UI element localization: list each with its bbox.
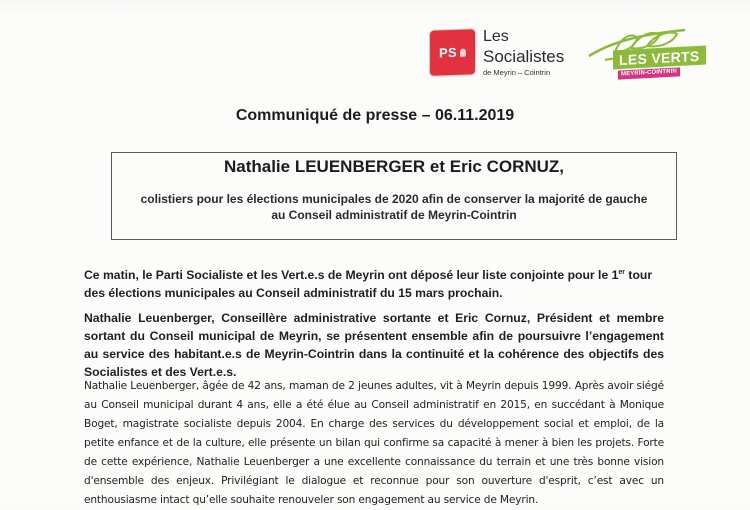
ps-logo-text	[483, 30, 564, 77]
headline-names: Nathalie LEUENBERGER et Eric CORNUZ,	[223, 157, 565, 176]
paragraph-intro-text-a: Ce matin, le Parti Socialiste et les Vert.e.s de Meyrin ont déposé leur liste conjointe pour le 1	[84, 268, 619, 282]
headline-subtitle	[112, 191, 676, 223]
paragraph-intro-superscript: er	[618, 268, 626, 276]
ps-badge-text: PS	[439, 44, 457, 61]
headline-box	[111, 152, 677, 240]
headline-subtitle-line2: au Conseil administratif de Meyrin-Cointrin	[271, 208, 517, 222]
les-verts-logo	[585, 26, 715, 86]
les-verts-subtitle: MEYRIN-COINTRIN	[618, 67, 680, 79]
ps-logo-line3: de Meyrin – Cointrin	[483, 68, 551, 77]
headline-subtitle-line1: colistiers pour les élections municipales de 2020 afin de conserver la majorité de gauche	[140, 192, 648, 206]
les-verts-banner: LES VERTS	[613, 46, 706, 70]
paragraph-candidates: Nathalie Leuenberger, Conseillère administrative sortante et Eric Cornuz, Président et membre sortant du Conseil municipal de Meyrin, se présentent ensemble afin de poursuivre l’engagement au service des habitant.e.s de Meyrin-Cointrin dans la continuité et la cohérence des objectifs des Socialistes et des Vert.e.s.	[84, 311, 664, 379]
paragraph-intro-text-b: tour des élections municipales au Conseil administratif du 15 mars prochain.	[84, 268, 653, 300]
paragraph-intro	[84, 266, 664, 302]
ps-badge	[430, 29, 475, 76]
ps-logo-line2: Socialistes	[483, 47, 565, 66]
rose-icon	[460, 48, 466, 56]
paragraph-biography: Nathalie Leuenberger, âgée de 42 ans, maman de 2 jeunes adultes, vit à Meyrin depuis 1999. Après avoir siégé au Conseil municipal durant 4 ans, elle a été élue au Conseil administratif en 2015, en succédant à Monique Boget, magistrate socialiste depuis 2004. En charge des services du développement social et emploi, de la petite enfance et de la culture, elle présente un bilan qui confirme sa capacité à mener à bien les projets. Forte de cette expérience, Nathalie Leuenberger a une excellente connaissance du terrain et une très bonne vision d'ensemble des enjeux. Privilégiant le dialogue et reconnue pour son ouverture d'esprit, c’est avec un enthousiasme intact qu’elle souhaite renouveler son engagement au service de Meyrin.	[84, 380, 664, 506]
page-title: Communiqué de presse – 06.11.2019	[235, 107, 515, 124]
ps-logo	[430, 30, 564, 77]
ps-logo-line1: Les	[483, 28, 509, 45]
